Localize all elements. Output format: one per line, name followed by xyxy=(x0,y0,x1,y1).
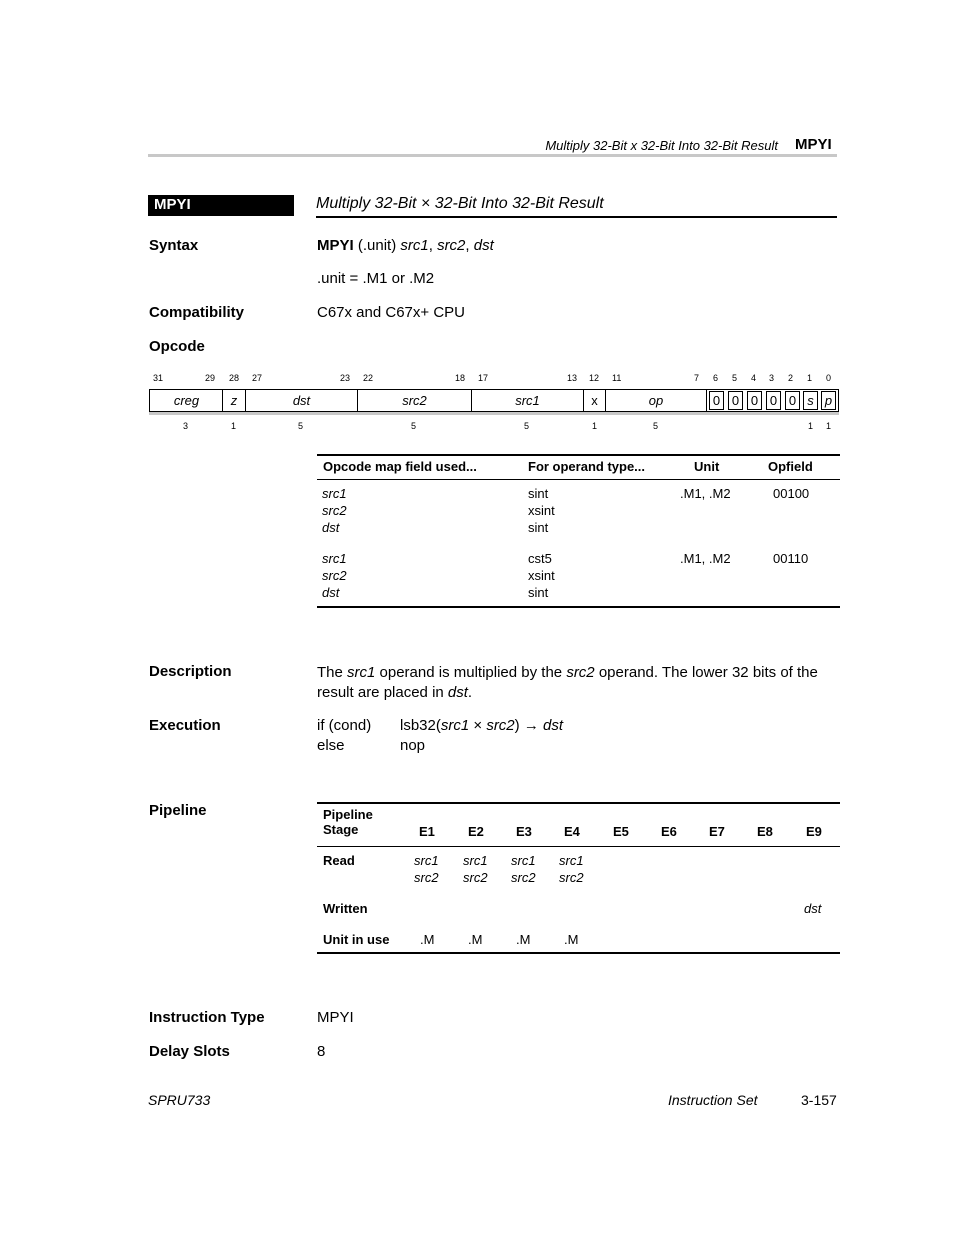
desc-operand: src2 xyxy=(566,664,595,681)
fixed-bit: 0 xyxy=(766,391,781,410)
field-width: 1 xyxy=(808,421,814,431)
header-operand: For operand type... xyxy=(528,459,646,474)
map-type-item: xsint xyxy=(528,568,555,583)
map-opfield: 00110 xyxy=(773,551,809,566)
header-opfield: Opfield xyxy=(768,459,813,474)
pipeline-rule-head xyxy=(317,846,840,847)
field-divider xyxy=(706,389,708,412)
read-operand: src2 xyxy=(463,870,488,885)
instruction-type-value: MPYI xyxy=(317,1009,354,1026)
map-field-item: src1 xyxy=(322,486,347,501)
map-type-item: sint xyxy=(528,486,549,501)
written-e9: dst xyxy=(804,901,822,916)
map-field xyxy=(322,550,347,601)
exec-operand: src2 xyxy=(486,717,515,734)
read-operand: src2 xyxy=(414,870,439,885)
bit-number: 17 xyxy=(478,373,489,383)
map-field-item: dst xyxy=(322,585,340,600)
field-x: x xyxy=(583,389,605,412)
field-width: 5 xyxy=(524,421,530,431)
bit-number: 23 xyxy=(340,373,351,383)
pipeline-label: Pipeline xyxy=(149,802,207,819)
bit-number: 27 xyxy=(252,373,263,383)
field-op: op xyxy=(605,389,706,412)
footer-doc-id: SPRU733 xyxy=(148,1092,211,1108)
field-z: z xyxy=(222,389,245,412)
read-operand: src2 xyxy=(511,870,536,885)
map-type-item: sint xyxy=(528,585,549,600)
desc-text: operand is multiplied by the xyxy=(375,664,567,681)
read-e3 xyxy=(511,852,536,886)
read-e2 xyxy=(463,852,488,886)
bit-number: 7 xyxy=(694,373,700,383)
unit-e4: .M xyxy=(564,932,579,947)
description-text xyxy=(317,663,841,703)
mnemonic-tab xyxy=(148,195,294,216)
map-type-item: sint xyxy=(528,520,549,535)
opcode-label: Opcode xyxy=(149,338,205,355)
syntax-label: Syntax xyxy=(149,237,199,254)
syntax-comma: , xyxy=(465,237,474,254)
unit-e2: .M xyxy=(468,932,483,947)
field-p: p xyxy=(821,391,836,410)
read-e4 xyxy=(559,852,584,886)
bit-number: 22 xyxy=(363,373,374,383)
stage-e1: E1 xyxy=(419,824,435,839)
field-width: 5 xyxy=(411,421,417,431)
read-operand: src1 xyxy=(414,853,439,868)
bit-number: 5 xyxy=(732,373,738,383)
map-type xyxy=(528,485,555,536)
field-width: 5 xyxy=(298,421,304,431)
header-unit: Unit xyxy=(694,459,720,474)
stage-e5: E5 xyxy=(613,824,629,839)
row-written: Written xyxy=(323,901,368,916)
stage-e6: E6 xyxy=(661,824,677,839)
exec-times: × xyxy=(469,717,487,734)
read-operand: src2 xyxy=(559,870,584,885)
bit-number: 11 xyxy=(612,373,622,383)
bit-number: 6 xyxy=(713,373,719,383)
syntax-mnemonic: MPYI xyxy=(317,237,354,254)
exec-else: else xyxy=(317,737,345,754)
desc-text: operand. The lower 32 bits of the xyxy=(594,664,818,681)
syntax-comma: , xyxy=(428,237,438,254)
bit-number: 3 xyxy=(769,373,775,383)
exec-arrow: ) → xyxy=(514,717,543,734)
map-type-item: xsint xyxy=(528,503,555,518)
desc-text: The xyxy=(317,664,348,681)
map-unit: .M1, .M2 xyxy=(680,486,731,501)
stage-e8: E8 xyxy=(757,824,773,839)
description-label: Description xyxy=(149,663,232,680)
execution-label: Execution xyxy=(149,717,221,734)
syntax-unit: (.unit) xyxy=(353,237,401,254)
map-field-item: src2 xyxy=(322,568,347,583)
compatibility-value: C67x and C67x+ CPU xyxy=(317,304,465,321)
bit-number: 1 xyxy=(807,373,813,383)
field-width: 1 xyxy=(592,421,598,431)
unit-line: .unit = .M1 or .M2 xyxy=(317,270,435,287)
exec-cond: if (cond) xyxy=(317,717,372,734)
fixed-bit: 0 xyxy=(709,391,724,410)
exec-operand: dst xyxy=(543,717,564,734)
field-width: 5 xyxy=(653,421,659,431)
syntax-op3: dst xyxy=(473,237,494,254)
read-operand: src1 xyxy=(511,853,536,868)
bit-number: 29 xyxy=(205,373,216,383)
pipeline-rule-top xyxy=(317,802,840,804)
map-field xyxy=(322,485,347,536)
stage-e9: E9 xyxy=(806,824,822,839)
delay-slots-value: 8 xyxy=(317,1043,326,1060)
syntax-line xyxy=(317,237,494,254)
row-read: Read xyxy=(323,853,355,868)
read-operand: src1 xyxy=(463,853,488,868)
bit-number: 28 xyxy=(229,373,240,383)
table-rule-head xyxy=(317,479,840,480)
desc-operand: src1 xyxy=(347,664,376,681)
instruction-type-label: Instruction Type xyxy=(149,1009,265,1026)
map-unit: .M1, .M2 xyxy=(680,551,731,566)
map-field-item: dst xyxy=(322,520,340,535)
footer-section: Instruction Set xyxy=(668,1092,758,1108)
read-operand: src1 xyxy=(559,853,584,868)
field-width: 1 xyxy=(231,421,237,431)
map-type-item: cst5 xyxy=(528,551,552,566)
field-creg: creg xyxy=(173,393,200,408)
table-rule-bottom xyxy=(317,606,840,608)
pipeline-stage-header-line: Stage xyxy=(323,822,359,837)
field-src2: src2 xyxy=(357,389,471,412)
stage-e7: E7 xyxy=(709,824,725,839)
stage-e4: E4 xyxy=(564,824,580,839)
stage-e2: E2 xyxy=(468,824,484,839)
exec-fn: lsb32( xyxy=(400,717,441,734)
stage-e3: E3 xyxy=(516,824,532,839)
map-field-item: src1 xyxy=(322,551,347,566)
footer-page-number: 3-157 xyxy=(801,1092,837,1108)
running-mnemonic: MPYI xyxy=(795,136,832,153)
syntax-op1: src1 xyxy=(400,237,429,254)
exec-operand: src1 xyxy=(440,717,470,734)
table-rule-top xyxy=(317,454,840,456)
bit-number: 13 xyxy=(567,373,578,383)
header-rule xyxy=(148,154,837,157)
pipeline-rule-bottom xyxy=(317,952,840,954)
bit-number: 4 xyxy=(751,373,757,383)
read-e1 xyxy=(414,852,439,886)
desc-text: result are placed in xyxy=(317,684,448,701)
exec-nop: nop xyxy=(400,737,426,754)
compatibility-label: Compatibility xyxy=(149,304,245,321)
fixed-bit: 0 xyxy=(728,391,743,410)
unit-e1: .M xyxy=(420,932,435,947)
desc-text: . xyxy=(467,684,473,701)
bit-number: 2 xyxy=(788,373,794,383)
field-src1: src1 xyxy=(471,389,583,412)
header-field: Opcode map field used... xyxy=(323,459,477,474)
map-field-item: src2 xyxy=(322,503,347,518)
bit-number: 31 xyxy=(153,373,164,383)
field-dst: dst xyxy=(245,389,357,412)
section-title: Multiply 32-Bit × 32-Bit Into 32-Bit Result xyxy=(316,195,604,212)
fixed-bit: 0 xyxy=(785,391,800,410)
pipeline-stage-header-line: Pipeline xyxy=(323,807,373,822)
bit-number: 12 xyxy=(589,373,600,383)
title-rule xyxy=(316,216,837,218)
syntax-op2: src2 xyxy=(437,237,466,254)
map-opfield: 00100 xyxy=(773,486,810,501)
row-unit-in-use: Unit in use xyxy=(323,932,390,947)
field-width: 3 xyxy=(183,421,189,431)
fixed-bit: 0 xyxy=(747,391,762,410)
delay-slots-label: Delay Slots xyxy=(149,1043,230,1060)
map-type xyxy=(528,550,555,601)
unit-e3: .M xyxy=(516,932,531,947)
pipeline-stage-header xyxy=(323,807,373,837)
field-s: s xyxy=(803,391,818,410)
mnemonic-tab-label: MPYI xyxy=(154,196,191,213)
bit-number: 18 xyxy=(455,373,466,383)
exec-expression xyxy=(400,717,563,734)
bit-number: 0 xyxy=(826,373,832,383)
field-width: 1 xyxy=(826,421,832,431)
desc-operand: dst xyxy=(447,684,468,701)
running-title: Multiply 32-Bit x 32-Bit Into 32-Bit Result xyxy=(545,138,778,153)
